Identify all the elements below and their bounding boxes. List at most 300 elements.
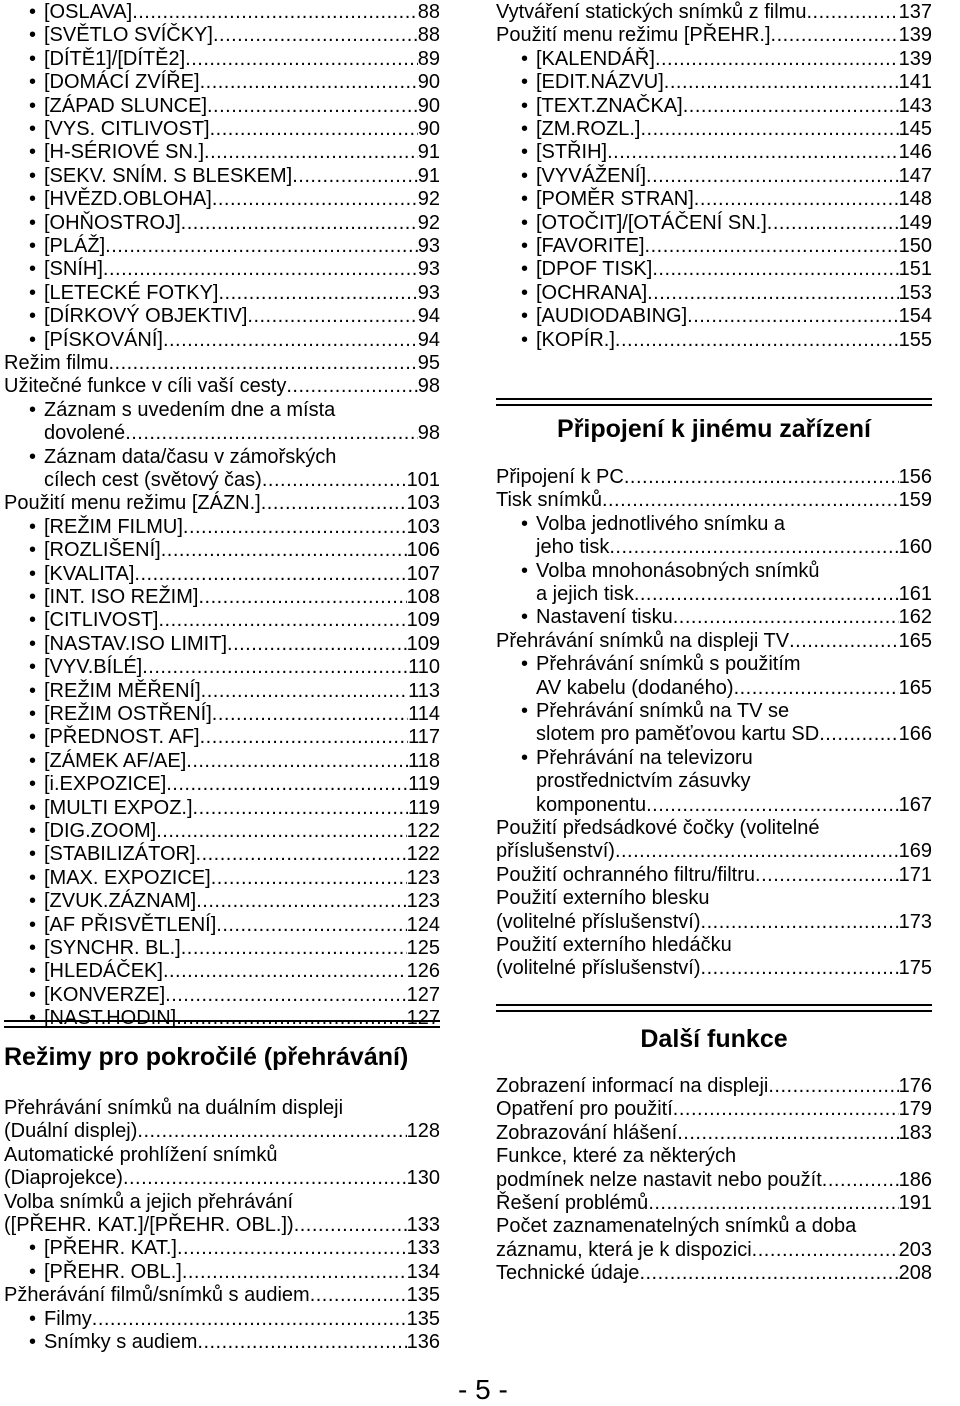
toc-page-number: 135 — [406, 1307, 440, 1330]
toc-entry-title: • Snímky s audiem — [44, 1330, 197, 1354]
toc-entry-title: Přehrávání snímků na displeji TV — [496, 629, 790, 652]
dot-leader — [624, 465, 899, 489]
toc-page-number: 149 — [898, 211, 932, 234]
toc-page-number: 88 — [417, 24, 440, 47]
dot-leader — [185, 47, 418, 71]
dot-leader — [694, 187, 899, 211]
dot-leader — [183, 515, 407, 539]
dot-leader — [197, 1330, 406, 1354]
toc-entry — [4, 936, 440, 960]
toc-page-number: 191 — [898, 1192, 932, 1214]
toc-page-number: 176 — [898, 1075, 932, 1097]
toc-entry-title: Tisk snímků — [496, 489, 602, 512]
section-divider — [496, 1004, 932, 1006]
toc-entry — [496, 164, 932, 188]
dot-leader — [156, 819, 406, 843]
toc-entry-title: Opatření pro použití — [496, 1098, 673, 1121]
toc-page-number: 203 — [898, 1238, 932, 1261]
toc-entry-title: • Přehrávání snímků na TV se — [536, 700, 789, 722]
toc-page-number: 114 — [408, 703, 440, 725]
dot-leader — [701, 910, 899, 934]
toc-entry-title: jeho tisk — [536, 536, 610, 559]
toc-entry-title: • [INT. ISO REŽIM] — [44, 585, 198, 609]
dot-leader — [789, 629, 899, 653]
toc-page-number: 130 — [406, 1167, 440, 1190]
toc-entry-text — [496, 1214, 932, 1238]
toc-page-number: 165 — [898, 676, 932, 699]
toc-entry — [4, 468, 440, 492]
toc-entry-text — [496, 512, 932, 536]
toc-entry-title: • Volba mnohonásobných snímků — [536, 560, 820, 582]
dot-leader — [105, 234, 418, 258]
toc-page-number: 93 — [417, 258, 440, 281]
toc-entry-title: Volba snímků a jejich přehrávání — [4, 1190, 294, 1213]
toc-entry-title: • [PLÁŽ] — [44, 234, 105, 258]
dot-leader — [701, 956, 899, 980]
toc-page-number: 118 — [408, 749, 440, 772]
toc-entry-title: (volitelné příslušenství) — [496, 910, 701, 933]
dot-leader — [646, 793, 899, 817]
toc-entry — [4, 328, 440, 352]
toc-page-number: 119 — [408, 773, 440, 796]
toc-entry-text — [496, 652, 932, 676]
toc-entry-title: ([PŘEHR. KAT.]/[PŘEHR. OBL.]) — [4, 1214, 294, 1236]
toc-entry-text — [496, 699, 932, 723]
toc-entry-title: • [KVALITA] — [44, 562, 134, 586]
toc-entry — [496, 70, 932, 94]
dot-leader — [648, 1191, 898, 1215]
toc-entry — [496, 234, 932, 258]
toc-entry-title: • Přehrávání snímků s použitím — [536, 653, 801, 675]
toc-page-number: 98 — [417, 422, 440, 445]
toc-page-number: 135 — [406, 1284, 440, 1307]
toc-entry-title: • [MAX. EXPOZICE] — [44, 866, 211, 890]
section-divider — [496, 398, 932, 400]
toc-page-number: 90 — [417, 118, 440, 140]
toc-entry — [4, 749, 440, 773]
toc-page-number: 91 — [417, 164, 440, 187]
toc-entry — [496, 0, 932, 24]
toc-entry — [4, 281, 440, 305]
toc-entry-title: • [EDIT.NÁZVU] — [536, 70, 664, 94]
toc-page-number: 173 — [898, 910, 932, 933]
toc-page-number: 165 — [898, 629, 932, 652]
toc-entry — [496, 1191, 932, 1215]
dot-leader — [181, 936, 407, 960]
toc-page-number: 208 — [898, 1262, 932, 1285]
toc-page-number: 91 — [417, 141, 440, 164]
dot-leader — [196, 842, 407, 866]
toc-entry — [4, 1260, 440, 1284]
dot-leader — [767, 211, 899, 235]
toc-entry — [496, 1261, 932, 1285]
toc-entry — [496, 535, 932, 559]
toc-entry — [496, 23, 932, 47]
dot-leader — [165, 983, 406, 1007]
toc-entry-text — [496, 1144, 932, 1168]
toc-page-number: 155 — [898, 328, 932, 351]
section-divider — [496, 1010, 932, 1012]
toc-entry-title: • [SYNCHR. BL.] — [44, 936, 181, 960]
toc-entry — [4, 1236, 440, 1260]
dot-leader — [142, 655, 408, 679]
toc-entry — [4, 796, 440, 820]
toc-entry-text — [496, 816, 932, 840]
dot-leader — [634, 582, 899, 606]
toc-entry-title: • [SEKV. SNÍM. S BLESKEM] — [44, 164, 292, 188]
toc-page-number: 134 — [406, 1260, 440, 1283]
toc-page-number: 183 — [898, 1121, 932, 1144]
toc-entry-title: • [STABILIZÁTOR] — [44, 842, 196, 866]
toc-entry — [4, 70, 440, 94]
dot-leader — [652, 257, 898, 281]
toc-entry-title: záznamu, která je k dispozici — [496, 1238, 752, 1261]
toc-entry — [4, 1119, 440, 1143]
toc-entry — [4, 562, 440, 586]
dot-leader — [125, 421, 418, 445]
dot-leader — [212, 702, 408, 726]
toc-entry-title: • [HVĚZD.OBLOHA] — [44, 187, 212, 211]
toc-entry-title: • [ROZLIŠENÍ] — [44, 538, 161, 562]
dot-leader — [186, 749, 408, 773]
toc-entry — [4, 608, 440, 632]
toc-entry — [496, 281, 932, 305]
toc-entry-title: Připojení k PC — [496, 466, 624, 488]
toc-page-number: 169 — [898, 840, 932, 863]
toc-entry-title: dovolené — [44, 422, 126, 445]
toc-entry — [4, 351, 440, 375]
toc-page-number: 109 — [406, 609, 440, 632]
toc-entry — [4, 959, 440, 983]
toc-entry-title: Použití externího blesku — [496, 887, 710, 910]
toc-entry-title: • Záznam data/času v zámořských — [44, 446, 336, 468]
toc-entry-title: Použití ochranného filtru/filtru — [496, 863, 756, 886]
dot-leader — [655, 47, 899, 71]
toc-page-number: 148 — [898, 188, 932, 211]
toc-page-number: 171 — [898, 863, 932, 886]
toc-entry — [4, 913, 440, 937]
toc-entry-title: • [KONVERZE] — [44, 983, 165, 1007]
toc-entry — [4, 374, 440, 398]
toc-entry-title: Použití menu režimu [ZÁZN.] — [4, 492, 261, 515]
toc-entry — [496, 117, 932, 141]
toc-entry — [4, 257, 440, 281]
toc-entry-title: • [KOPÍR.] — [536, 328, 615, 352]
toc-page-number: 103 — [406, 515, 440, 538]
toc-page-number: 94 — [417, 328, 440, 351]
dot-leader — [182, 1260, 407, 1284]
toc-page-number: 95 — [417, 352, 440, 374]
dot-leader — [602, 488, 899, 512]
page-number: - 5 - — [458, 1374, 508, 1405]
toc-entry-title: • [VYVÁŽENÍ] — [536, 164, 646, 188]
dot-leader — [286, 374, 417, 398]
toc-entry-title: AV kabelu (dodaného) — [536, 676, 734, 699]
toc-entry — [4, 1307, 440, 1331]
toc-page-number: 186 — [898, 1168, 932, 1191]
dot-leader — [755, 863, 899, 887]
dot-leader — [806, 0, 898, 24]
toc-page-number: 145 — [898, 118, 932, 140]
toc-page-number: 101 — [406, 469, 440, 491]
toc-page-number: 137 — [898, 1, 932, 23]
dot-leader — [213, 23, 418, 47]
toc-page-number: 92 — [417, 211, 440, 234]
dot-leader — [181, 211, 418, 235]
toc-entry-text — [4, 1096, 440, 1120]
toc-entry-title: • [PŘEHR. KAT.] — [44, 1236, 177, 1260]
toc-entry-text — [496, 559, 932, 583]
toc-entry — [4, 0, 440, 24]
toc-entry — [4, 421, 440, 445]
toc-page-number: 150 — [898, 235, 932, 257]
dot-leader — [92, 1307, 407, 1331]
section-title: Další funkce — [640, 1025, 788, 1053]
toc-page-number: 123 — [406, 890, 440, 913]
toc-entry — [496, 304, 932, 328]
toc-entry-title: • [ZÁPAD SLUNCE] — [44, 94, 207, 118]
dot-leader — [294, 1213, 407, 1237]
toc-entry — [496, 629, 932, 653]
toc-entry-text — [496, 933, 932, 957]
toc-entry-title: • [PŘEDNOST. AF] — [44, 725, 200, 749]
dot-leader — [752, 1238, 899, 1262]
dot-leader — [673, 1097, 899, 1121]
toc-entry-title: Automatické prohlížení snímků — [4, 1143, 278, 1166]
toc-page-number: 156 — [898, 466, 932, 488]
toc-entry — [4, 515, 440, 539]
dot-leader — [201, 679, 408, 703]
toc-entry-title: • [ZM.ROZL.] — [536, 117, 640, 141]
toc-entry-title: • [REŽIM OSTŘENÍ] — [44, 702, 212, 726]
dot-leader — [609, 535, 898, 559]
dot-leader — [615, 328, 899, 352]
toc-entry-title: • Nastavení tisku — [536, 605, 673, 629]
toc-entry-title: • [OHŇOSTROJ] — [44, 211, 181, 235]
toc-entry — [496, 488, 932, 512]
toc-entry — [4, 304, 440, 328]
toc-entry — [4, 94, 440, 118]
toc-page-number: 161 — [898, 583, 932, 605]
dot-leader — [207, 94, 418, 118]
toc-entry — [4, 117, 440, 141]
toc-entry-text — [4, 1143, 440, 1167]
toc-entry-title: • [PÍSKOVÁNÍ] — [44, 328, 163, 352]
dot-leader — [211, 866, 407, 890]
dot-leader — [216, 913, 406, 937]
toc-entry-title: (Duální displej) — [4, 1120, 138, 1143]
dot-leader — [158, 608, 406, 632]
toc-page-number: 89 — [417, 47, 440, 70]
toc-page-number: 126 — [406, 960, 440, 983]
toc-entry-title: • [SNÍH] — [44, 257, 103, 281]
toc-entry — [4, 23, 440, 47]
toc-entry-title: Řešení problémů — [496, 1192, 649, 1214]
toc-entry — [496, 257, 932, 281]
toc-entry — [4, 679, 440, 703]
dot-leader — [607, 140, 899, 164]
dot-leader — [639, 1261, 898, 1285]
dot-leader — [819, 722, 898, 746]
toc-page-number: 109 — [406, 632, 440, 655]
toc-entry-title: • [AUDIODABING] — [536, 304, 687, 328]
toc-entry-title: • [DÍTĚ1]/[DÍTĚ2] — [44, 47, 185, 71]
toc-entry — [496, 1121, 932, 1145]
toc-page-number: 139 — [898, 24, 932, 47]
toc-page-number: 146 — [898, 141, 932, 164]
toc-entry-title: • [H-SÉRIOVÉ SN.] — [44, 140, 204, 164]
toc-entry-title: • [ZÁMEK AF/AE] — [44, 749, 186, 773]
dot-leader — [768, 1074, 898, 1098]
toc-entry-title: • [LETECKÉ FOTKY] — [44, 281, 218, 305]
dot-leader — [204, 140, 418, 164]
toc-entry — [496, 793, 932, 817]
dot-leader — [123, 1166, 407, 1190]
toc-page-number: 90 — [417, 94, 440, 117]
section-title: Režimy pro pokročilé (přehrávání) — [4, 1043, 409, 1071]
toc-entry — [496, 605, 932, 629]
dot-leader — [212, 187, 418, 211]
dot-leader — [647, 281, 899, 305]
toc-entry-title: a jejich tisk — [536, 583, 634, 605]
toc-page-number: 98 — [417, 375, 440, 398]
dot-leader — [177, 1236, 407, 1260]
dot-leader — [166, 772, 408, 796]
toc-entry — [496, 94, 932, 118]
dot-leader — [645, 234, 899, 258]
dot-leader — [673, 605, 899, 629]
toc-page-number: 93 — [417, 235, 440, 257]
dot-leader — [198, 585, 406, 609]
toc-entry-title: Zobrazování hlášení — [496, 1121, 678, 1144]
toc-entry-text — [496, 886, 932, 910]
toc-page-number: 147 — [898, 164, 932, 187]
toc-entry-title: Použití menu režimu [PŘEHR.] — [496, 24, 771, 47]
toc-entry-title: cílech cest (světový čas) — [44, 469, 262, 491]
toc-entry — [496, 187, 932, 211]
dot-leader — [640, 117, 898, 141]
toc-page-number: 162 — [898, 606, 932, 629]
toc-entry-text — [496, 769, 932, 793]
toc-entry — [4, 234, 440, 258]
toc-entry-title: • [VYS. CITLIVOST] — [44, 117, 210, 141]
toc-page-number: 122 — [406, 820, 440, 842]
toc-entry — [4, 211, 440, 235]
toc-entry-title: • [HLEDÁČEK] — [44, 959, 163, 983]
dot-leader — [200, 725, 409, 749]
toc-entry-title: • [AF PŘISVĚTLENÍ] — [44, 913, 216, 937]
toc-entry — [496, 956, 932, 980]
toc-entry-title: Počet zaznamenatelných snímků a doba — [496, 1215, 857, 1238]
toc-page-number: 179 — [898, 1098, 932, 1121]
toc-entry — [4, 1213, 440, 1237]
dot-leader — [196, 889, 406, 913]
toc-page-number: 167 — [898, 793, 932, 816]
toc-entry-text — [496, 746, 932, 770]
dot-leader — [200, 70, 418, 94]
toc-entry-title: • [OCHRANA] — [536, 281, 647, 305]
toc-entry-text — [4, 1190, 440, 1214]
toc-page-number: 122 — [406, 843, 440, 866]
toc-entry-title: • Přehrávání na televizoru — [536, 747, 753, 769]
dot-leader — [292, 164, 418, 188]
dot-leader — [210, 117, 418, 141]
toc-entry — [4, 187, 440, 211]
toc-page-number: 139 — [898, 47, 932, 70]
toc-page-number: 106 — [406, 539, 440, 562]
toc-entry — [4, 983, 440, 1007]
toc-page-number: 88 — [417, 1, 440, 23]
dot-leader — [163, 959, 407, 983]
toc-page-number: 175 — [898, 957, 932, 980]
toc-entry — [496, 863, 932, 887]
toc-page-number: 92 — [417, 188, 440, 211]
toc-page-number: 133 — [406, 1237, 440, 1260]
toc-entry — [4, 538, 440, 562]
toc-entry — [4, 1330, 440, 1354]
toc-entry — [4, 1166, 440, 1190]
toc-entry-title: • [REŽIM FILMU] — [44, 515, 183, 539]
toc-entry — [496, 676, 932, 700]
toc-entry-title: • [i.EXPOZICE] — [44, 772, 166, 796]
toc-page-number: 159 — [898, 489, 932, 512]
toc-entry-title: • [STŘIH] — [536, 140, 607, 164]
toc-entry-title: Použití předsádkové čočky (volitelné — [496, 817, 820, 839]
toc-entry-title: • [ZVUK.ZÁZNAM] — [44, 889, 196, 913]
toc-entry-title: Technické údaje — [496, 1262, 640, 1285]
dot-leader — [262, 468, 407, 492]
dot-leader — [683, 94, 899, 118]
toc-entry — [4, 866, 440, 890]
toc-page-number: 143 — [898, 94, 932, 117]
toc-page-number: 154 — [898, 305, 932, 328]
toc-page-number: 90 — [417, 71, 440, 94]
toc-page-number: 127 — [406, 983, 440, 1006]
toc-page-number: 110 — [408, 656, 440, 679]
toc-entry-title: • Volba jednotlivého snímku a — [536, 513, 785, 535]
toc-page-number: 113 — [408, 679, 440, 702]
toc-page-number: 151 — [898, 258, 932, 281]
toc-entry — [4, 702, 440, 726]
dot-leader — [261, 491, 407, 515]
dot-leader — [664, 70, 899, 94]
toc-entry — [496, 211, 932, 235]
toc-entry — [496, 1238, 932, 1262]
toc-entry-title: komponentu — [536, 793, 647, 816]
dot-leader — [734, 676, 899, 700]
toc-entry-title: prostřednictvím zásuvky — [536, 770, 751, 793]
toc-entry — [496, 1074, 932, 1098]
dot-leader — [677, 1121, 898, 1145]
dot-leader — [137, 1119, 406, 1143]
toc-entry-title: (Diaprojekce) — [4, 1167, 123, 1190]
toc-entry-title: • [OSLAVA] — [44, 0, 132, 24]
dot-leader — [771, 23, 899, 47]
toc-entry — [496, 328, 932, 352]
toc-entry-title: • [PŘEHR. OBL.] — [44, 1260, 182, 1284]
toc-entry — [496, 910, 932, 934]
dot-leader — [218, 281, 417, 305]
toc-entry — [496, 582, 932, 606]
toc-page-number: 107 — [406, 562, 440, 585]
dot-leader — [163, 328, 418, 352]
dot-leader — [822, 1168, 899, 1192]
toc-page-number: 153 — [898, 281, 932, 304]
toc-entry — [4, 819, 440, 843]
dot-leader — [615, 839, 899, 863]
section-divider — [496, 404, 932, 406]
dot-leader — [310, 1283, 407, 1307]
